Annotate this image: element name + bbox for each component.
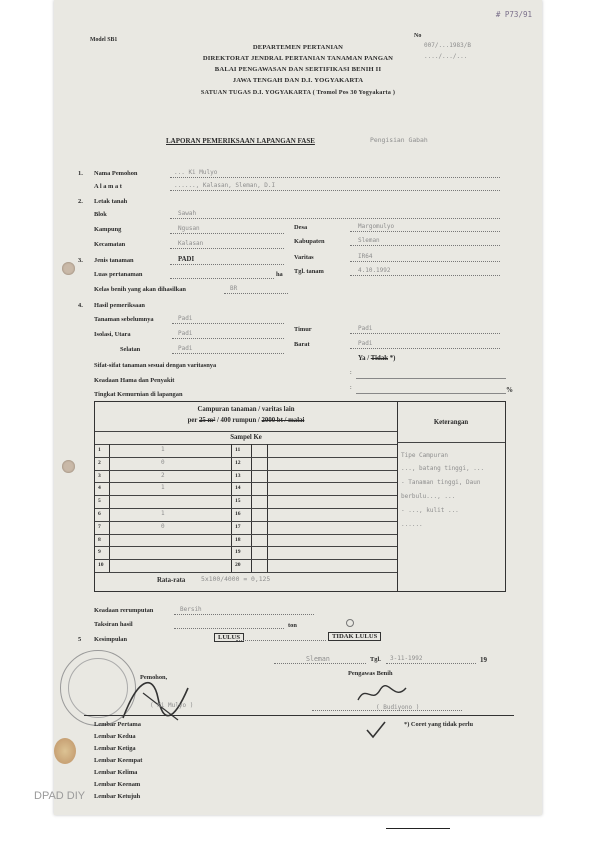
isolation-east-label: Timur: [294, 326, 312, 333]
yield-unit: ton: [288, 622, 297, 629]
seed-class-value: BR: [230, 285, 238, 292]
pest-label: Keadaan Hama dan Penyakit: [94, 377, 175, 384]
block-value: Sawah: [178, 210, 197, 217]
copy-2: Lembar Kedua: [94, 733, 136, 740]
yield-estimate-label: Taksiran hasil: [94, 621, 133, 628]
footnote: *) Coret yang tidak perlu: [404, 721, 474, 728]
sample-number-8: 8: [98, 536, 101, 543]
section-4-number: 4.: [78, 302, 83, 309]
check-mark: [364, 720, 388, 740]
applicant-label: Pemohon,: [140, 674, 168, 681]
sample-number-12: 12: [235, 459, 241, 466]
variety-label: Varitas: [294, 254, 314, 261]
header-unit: SATUAN TUGAS D.I. YOGYAKARTA ( Tromol Pos 30 Yogyakarta ): [200, 89, 396, 96]
section-3-number: 3.: [78, 257, 83, 264]
average-label: Rata-rata: [157, 577, 186, 584]
note-line-1: Tipe Campuran: [401, 452, 448, 459]
isolation-north-value: Padi: [178, 330, 193, 337]
previous-crop-value: Padi: [178, 315, 193, 322]
average-value: 5x100/4000 = 0,125: [201, 575, 271, 583]
copy-1: Lembar Pertama: [94, 721, 141, 728]
model-label: Model SB1: [90, 37, 118, 43]
kampung-value: Ngusan: [178, 225, 200, 232]
planting-date-value: 4.10.1992: [358, 267, 391, 274]
date-value: 3-11-1992: [390, 655, 423, 662]
traits-label: Sifat-sifat tanaman sesuai dengan varitasnya: [94, 362, 217, 369]
note-line-4: berbulu..., ...: [401, 493, 456, 500]
weeds-label: Keadaan rerumputan: [94, 607, 154, 614]
sample-number-15: 15: [235, 498, 241, 505]
punch-hole-bottom: [62, 460, 75, 473]
sample-value-7: 0: [161, 522, 165, 530]
header-ministry: DEPARTEMEN PERTANIAN: [252, 44, 344, 51]
ref-number-1: 007/...1983/B: [424, 42, 471, 49]
address-value: ......, Kalasan, Sleman, D.I: [174, 182, 276, 189]
copy-5: Lembar Kelima: [94, 769, 138, 776]
isolation-west-value: Padi: [358, 340, 373, 347]
place-value: Sleman: [306, 655, 330, 663]
plant-type-label: Jenis tanaman: [94, 257, 134, 264]
document-page: # P73/91 Model SB1 No 007/...1983/B ..../.../... DEPARTEMEN PERTANIAN DIREKTORAT JENDRAL PERTANIAN TANAMAN PANGAN BALAI PENGAWASAN DAN SERTIFIKASI BENIH II JAWA TENGAH DAN D.I. YOGYAKARTA SATUAN TUGAS D.I. YOGYAKARTA ( Tromol Pos 30 Yogyakarta ) LAPORAN PEMERIKSAAN LAPANGAN FASE Pengisian Gabah 1. Nama Pemohon ... Ki Mulyo A l a m a t ......, Kalasan, Sleman, D.I 2. Letak tanah Blok Sawah Kampung Ngusan Desa Margomulyo Kecamatan Kalasan Kabupaten Sleman 3. Jenis tanaman PADI Varitas IR64 Luas pertanaman ha Tgl. tanam 4.10.1992 Kelas benih yang akan dihasilkan BR 4. Hasil pemeriksaan Tanaman sebelumnya Padi Isolasi, Utara Padi Timur Padi Selatan Padi Barat Padi Sifat-sifat tanaman sesuai dengan varitasnya Ya / Tidak *) Keadaan Hama dan Penyakit : Tingkat Kemurnian di lapangan : % Campuran tanaman / varitas lain per 25 m² / 400 rumpun / 2000 bt / malai Sampel Ke Keterangan 1 1 2 0 3 2 4 1 5 6 1 7 0 8 9 10 11 12 13 14 15 16 17 18 19 20 Rata-rata 5x100/4000 = 0,125 Tipe Campuran ..., batang tinggi, ... - Tanaman tinggi, Daun berbulu..., ... - ..., kulit ... ...... Keadaan rerumputan Bersih Taksiran hasil ton 5 Kesimpulan LULUS TIDAK LULUS Sleman Tgl. 3-11-1992 19 Pemohon, Pengawas Benih ( Ki Mulyo ) ( Budiyono ) *) Coret yang tidak perlu Lembar Pertama Lembar Kedua Lembar Ketiga Lembar Keempat Lembar Kelima Lembar Keenam Lembar Ketujuh: [54, 0, 542, 815]
sample-number-6: 6: [98, 511, 101, 517]
note-line-2: ..., batang tinggi, ...: [401, 465, 485, 472]
table-header-unit: per 25 m² / 400 rumpun / 2000 bt / malai: [187, 417, 305, 424]
sample-number-11: 11: [235, 447, 241, 453]
isolation-south-label: Selatan: [120, 346, 141, 353]
isolation-east-value: Padi: [358, 325, 373, 332]
header-region: JAWA TENGAH DAN D.I. YOGYAKARTA: [232, 77, 364, 84]
sample-number-3: 3: [98, 472, 101, 479]
sample-number-17: 17: [235, 523, 241, 530]
previous-crop-label: Tanaman sebelumnya: [94, 316, 154, 323]
area-label: Luas pertanaman: [94, 271, 143, 278]
section-5-number: 5: [78, 636, 82, 643]
sample-number-4: 4: [98, 485, 101, 492]
inspection-label: Hasil pemeriksaan: [94, 302, 145, 309]
sample-number-19: 19: [235, 549, 241, 556]
sample-number-5: 5: [98, 498, 101, 505]
kecamatan-value: Kalasan: [178, 240, 204, 247]
applicant-signature: [118, 668, 198, 728]
isolation-west-label: Barat: [294, 341, 310, 348]
table-header-notes: Keterangan: [433, 419, 469, 426]
pass-box: LULUS: [214, 633, 244, 642]
plant-type-value: PADI: [178, 256, 195, 263]
sample-number-14: 14: [235, 485, 241, 492]
bottom-rule: [386, 828, 450, 829]
section-1-number: 1.: [78, 170, 83, 177]
sample-number-16: 16: [235, 511, 241, 517]
sample-number-7: 7: [98, 523, 101, 530]
seed-class-label: Kelas benih yang akan dihasilkan: [94, 286, 186, 293]
punch-hole-top: [62, 262, 75, 275]
planting-date-label: Tgl. tanam: [294, 268, 324, 275]
report-title: LAPORAN PEMERIKSAAN LAPANGAN FASE: [166, 137, 315, 145]
date-label: Tgl.: [370, 656, 381, 663]
sample-number-2: 2: [98, 459, 101, 466]
header-office: BALAI PENGAWASAN DAN SERTIFIKASI BENIH II: [214, 66, 382, 73]
sample-value-1: 1: [161, 446, 165, 453]
kabupaten-value: Sleman: [358, 237, 380, 244]
sample-value-6: 1: [161, 510, 165, 517]
sample-number-20: 20: [235, 562, 241, 569]
sample-number-1: 1: [98, 447, 101, 453]
yes-no-options: Ya / Tidak *): [358, 355, 396, 362]
corner-number: # P73/91: [495, 10, 532, 19]
no-label: No: [414, 33, 422, 39]
address-label: A l a m a t: [94, 183, 122, 190]
block-label: Blok: [94, 211, 107, 218]
fail-box: TIDAK LULUS: [328, 632, 381, 641]
sample-number-10: 10: [98, 562, 104, 569]
report-phase: Pengisian Gabah: [370, 136, 428, 144]
header-directorate: DIREKTORAT JENDRAL PERTANIAN TANAMAN PANGAN: [202, 55, 394, 62]
desa-label: Desa: [294, 224, 308, 231]
archive-watermark: DPAD DIY: [34, 790, 86, 802]
desa-value: Margomulyo: [358, 223, 395, 230]
sample-number-9: 9: [98, 549, 101, 556]
weeds-value: Bersih: [180, 606, 202, 613]
kampung-label: Kampung: [94, 226, 122, 233]
supervisor-label: Pengawas Benih: [348, 670, 393, 677]
sample-value-2: 0: [161, 458, 165, 466]
sample-value-4: 1: [161, 484, 165, 492]
applicant-name: ( Ki Mulyo ): [150, 702, 194, 709]
kabupaten-label: Kabupaten: [294, 238, 325, 245]
table-header-mixture: Campuran tanaman / varitas lain: [197, 406, 295, 413]
purity-label: Tingkat Kemurnian di lapangan: [94, 391, 183, 398]
sample-table: [94, 401, 506, 592]
copy-6: Lembar Keenam: [94, 781, 141, 788]
sample-number-13: 13: [235, 472, 241, 479]
isolation-north-label: Isolasi, Utara: [94, 331, 131, 338]
note-line-5: - ..., kulit ...: [401, 507, 459, 514]
variety-value: IR64: [358, 253, 373, 260]
note-line-6: ......: [401, 521, 423, 528]
name-value: ... Ki Mulyo: [174, 169, 218, 176]
conclusion-label: Kesimpulan: [94, 636, 128, 643]
supervisor-name: ( Budiyono ): [376, 704, 420, 711]
section-2-number: 2.: [78, 198, 83, 205]
year-prefix: 19: [480, 656, 487, 664]
archive-logo-icon: [54, 738, 76, 764]
table-header-sample: Sampel Ke: [230, 434, 262, 441]
percent-sign: %: [506, 386, 513, 394]
note-line-3: - Tanaman tinggi, Daun: [401, 479, 481, 486]
name-label: Nama Pemohon: [94, 170, 138, 177]
copy-3: Lembar Ketiga: [94, 745, 136, 752]
isolation-south-value: Padi: [178, 345, 193, 352]
location-label: Letak tanah: [94, 198, 128, 205]
ref-number-2: ..../.../...: [424, 53, 468, 60]
copy-7: Lembar Ketujuh: [94, 793, 141, 800]
sample-value-3: 2: [161, 471, 165, 479]
kecamatan-label: Kecamatan: [94, 241, 126, 248]
copy-4: Lembar Keempat: [94, 757, 143, 764]
area-unit: ha: [276, 271, 283, 278]
sample-number-18: 18: [235, 536, 241, 543]
